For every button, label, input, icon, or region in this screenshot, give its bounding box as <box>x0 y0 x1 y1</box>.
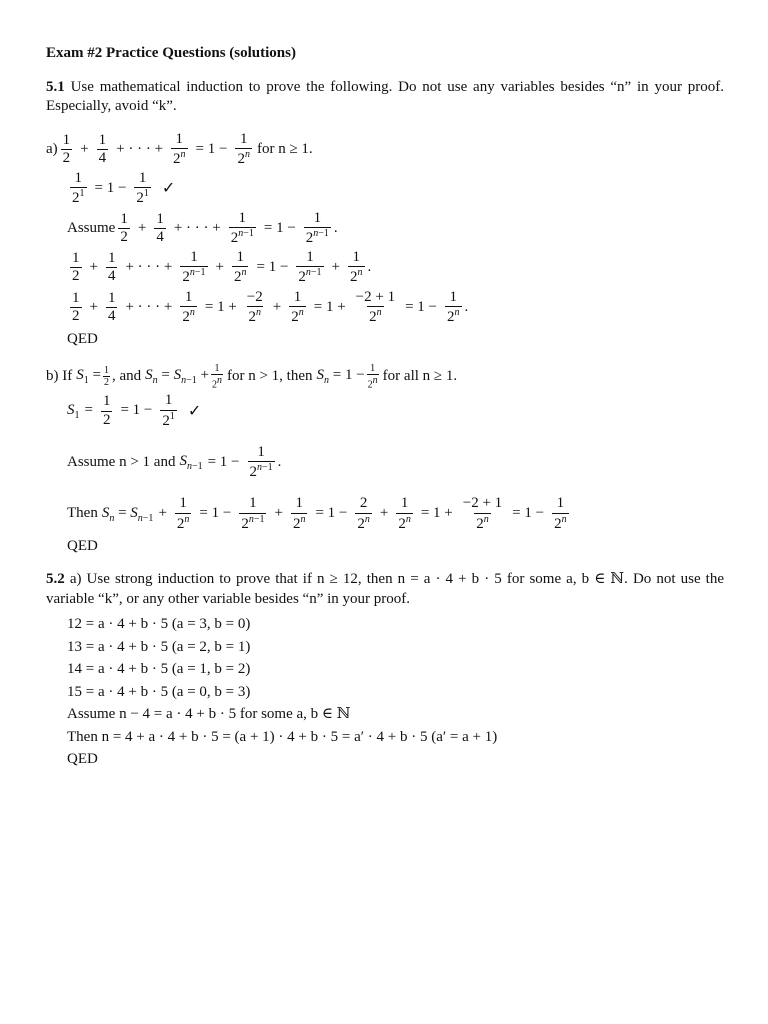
line-12: 12 = a · 4 + b · 5 (a = 3, b = 0) <box>67 616 251 633</box>
inductive-step-1: $\frac{1}{2}$ + $\frac{1}{4}$ + · · · + $\frac{1}{2^{n-1}}$ + $\frac{1}{2^n}$ = 1 − $\frac{1}{2^{n-1}}$ + $\frac{1}{2^n}$ . <box>72 249 372 286</box>
check-mark-icon: ✓ <box>161 178 176 198</box>
base-case: $\frac{1}{2^1}$ = 1 − $\frac{1}{2^1}$ ✓ <box>72 170 176 207</box>
base-case-b: $S_1$ = $\frac{1}{2}$ = 1 − $\frac{1}{2^1}$ ✓ <box>67 392 202 429</box>
line-14: 14 = a · 4 + b · 5 (a = 1, b = 2) <box>67 661 251 678</box>
question-number: 5.2 <box>46 571 65 588</box>
question-5-2-prompt <box>46 570 724 609</box>
line-13: 13 = a · 4 + b · 5 (a = 2, b = 1) <box>67 638 251 655</box>
question-5-1-prompt <box>46 78 724 117</box>
inductive-hypothesis: Assume $\frac{1}{2}$ + $\frac{1}{4}$ + · · · + $\frac{1}{2^{n-1}}$ = 1 − $\frac{1}{2^{n-1}}$ . <box>67 209 338 246</box>
page-title: Exam #2 Practice Questions (solutions) <box>46 45 296 61</box>
inductive-step-b: Then $S_n = S_{n-1}$ + $\frac{1}{2^n}$ = 1 − $\frac{1}{2^{n-1}}$ + $\frac{1}{2^n}$ = 1 − $\frac{2}{2^n}$ + $\frac{1}{2^n}$ = 1 + $\frac{-2 + 1}{2^n}$ = 1 − $\frac{1}{2^n}$ <box>67 495 567 532</box>
document-page <box>46 44 724 771</box>
part-b-statement: b) If $S_1$ = $\frac{1}{2}$ , and $S_n = S_{n-1}$ + $\frac{1}{2^n}$ for n > 1, then $S_n = 1$ − $\frac{1}{2^n}$ for all n ≥ 1. <box>46 362 458 391</box>
check-mark-icon: ✓ <box>187 400 202 420</box>
inductive-hypothesis-b: Assume n > 1 and $S_{n-1}$ = 1 − $\frac{1}{2^{n-1}}$ . <box>67 443 282 481</box>
question-text: Use mathematical induction to prove the following. Do not use any variables besides “n” in your proof. Especially, avoid “k”. <box>46 78 725 114</box>
question-number: 5.1 <box>46 78 65 95</box>
question-text: a) Use strong induction to prove that if n ≥ 12, then n = a · 4 + b · 5 for some a, b ∈ ℕ. Do not use the variable “k”, or any other variable besides “n” in your proof. <box>46 571 725 607</box>
part-a-statement: a) $\frac{1}{2}$ + $\frac{1}{4}$ + · · · + $\frac{1}{2^n}$ = 1 − $\frac{1}{2^n}$ for n ≥ 1. <box>46 130 313 167</box>
inductive-step-2: $\frac{1}{2}$ + $\frac{1}{4}$ + · · · + $\frac{1}{2^n}$ = 1 + $\frac{-2}{2^n}$ + $\frac{1}{2^n}$ = 1 + $\frac{-2 + 1}{2^n}$ = 1 − $\frac{1}{2^n}$ . <box>72 288 469 325</box>
inductive-hypothesis-5-2: Assume n − 4 = a · 4 + b · 5 for some a, b ∈ ℕ <box>67 706 351 723</box>
inductive-step-5-2: Then n = 4 + a · 4 + b · 5 = (a + 1) · 4 + b · 5 = a′ · 4 + b · 5 (a′ = a + 1) <box>67 728 498 745</box>
qed-label: QED <box>67 331 98 347</box>
line-15: 15 = a · 4 + b · 5 (a = 0, b = 3) <box>67 683 251 700</box>
qed-label: QED <box>67 751 98 768</box>
qed-label: QED <box>67 537 98 554</box>
